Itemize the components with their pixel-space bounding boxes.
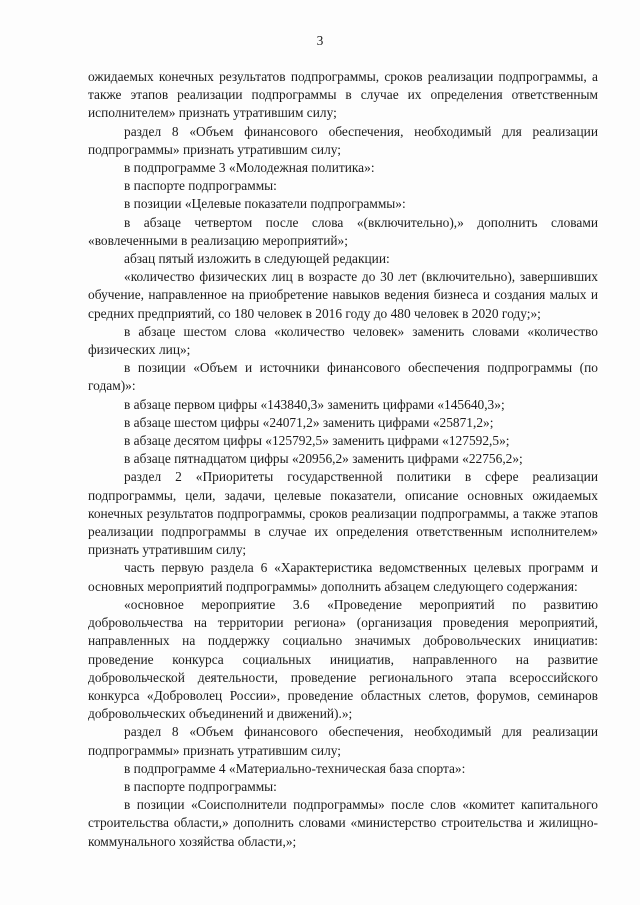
paragraph: в позиции «Целевые показатели подпрограммы»:	[124, 196, 406, 212]
paragraph: в абзаце четвертом после слова «(включительно),» дополнить словами «вовлеченными в реализацию мероприятий»;	[88, 214, 598, 248]
paragraph: раздел 8 «Объем финансового обеспечения, необходимый для реализации подпрограммы» признать утратившим силу;	[88, 724, 598, 758]
paragraph: абзац пятый изложить в следующей редакции:	[124, 251, 390, 267]
paragraph: в абзаце пятнадцатом цифры «20956,2» заменить цифрами «22756,2»;	[124, 451, 523, 467]
paragraph: часть первую раздела 6 «Характеристика ведомственных целевых программ и основных мероприятий подпрограммы» дополнить абзацем следующего содержания:	[88, 560, 598, 594]
paragraph: «основное мероприятие 3.6 «Проведение мероприятий по развитию добровольчества на территории региона» (организация проведения мероприятий, направленных на поддержку социально значимых добровольческих инициатив: проведение конкурса социальных инициатив, направленного на развитие добровольческой деятельности, проведение регионального этапа всероссийского конкурса «Доброволец России», проведение областных слетов, форумов, семинаров добровольческих объединений и движений).»;	[88, 596, 598, 722]
paragraph: в паспорте подпрограммы:	[124, 778, 277, 794]
paragraph: в абзаце шестом слова «количество человек» заменить словами «количество физических лиц»;	[88, 323, 598, 358]
paragraph: в позиции «Объем и источники финансового обеспечения подпрограммы (по годам)»:	[88, 360, 598, 394]
paragraph: в абзаце первом цифры «143840,3» заменить цифрами «145640,3»;	[124, 396, 505, 412]
page-number: 3	[316, 33, 324, 48]
paragraph: в позиции «Соисполнители подпрограммы» после слов «комитет капитального строительства области,» дополнить словами «министерство строительства и жилищно-коммунального хозяйства области,»;	[88, 797, 598, 849]
paragraph: «количество физических лиц в возрасте до 30 лет (включительно), завершивших обучение, направленное на приобретение навыков ведения бизнеса и создания малых и средних предприятий, со 180 человек в 2016 году до 480 человек в 2020 году;»;	[88, 269, 598, 321]
paragraph: в подпрограмме 4 «Материально-техническая база спорта»:	[124, 760, 466, 776]
paragraph: в абзаце шестом цифры «24071,2» заменить цифрами «25871,2»;	[124, 414, 494, 430]
document-body	[88, 68, 598, 851]
paragraph: в абзаце десятом цифры «125792,5» заменить цифрами «127592,5»;	[124, 433, 510, 449]
paragraph-continuation: ожидаемых конечных результатов подпрограммы, сроков реализации подпрограммы, а также этапов реализации подпрограммы в случае их определения ответственным исполнителем» признать утратившим силу;	[88, 69, 598, 121]
paragraph: в паспорте подпрограммы:	[124, 178, 277, 194]
paragraph: раздел 2 «Приоритеты государственной политики в сфере реализации подпрограммы, цели, задачи, целевые показатели, описание основных ожидаемых конечных результатов подпрограммы, сроков реализации подпрограммы, а также этапов реализации подпрограммы в случае их определения ответственным исполнителем» признать утратившим силу;	[88, 469, 598, 558]
paragraph: в подпрограмме 3 «Молодежная политика»:	[124, 160, 375, 176]
paragraph: раздел 8 «Объем финансового обеспечения, необходимый для реализации подпрограммы» признать утратившим силу;	[88, 123, 598, 157]
